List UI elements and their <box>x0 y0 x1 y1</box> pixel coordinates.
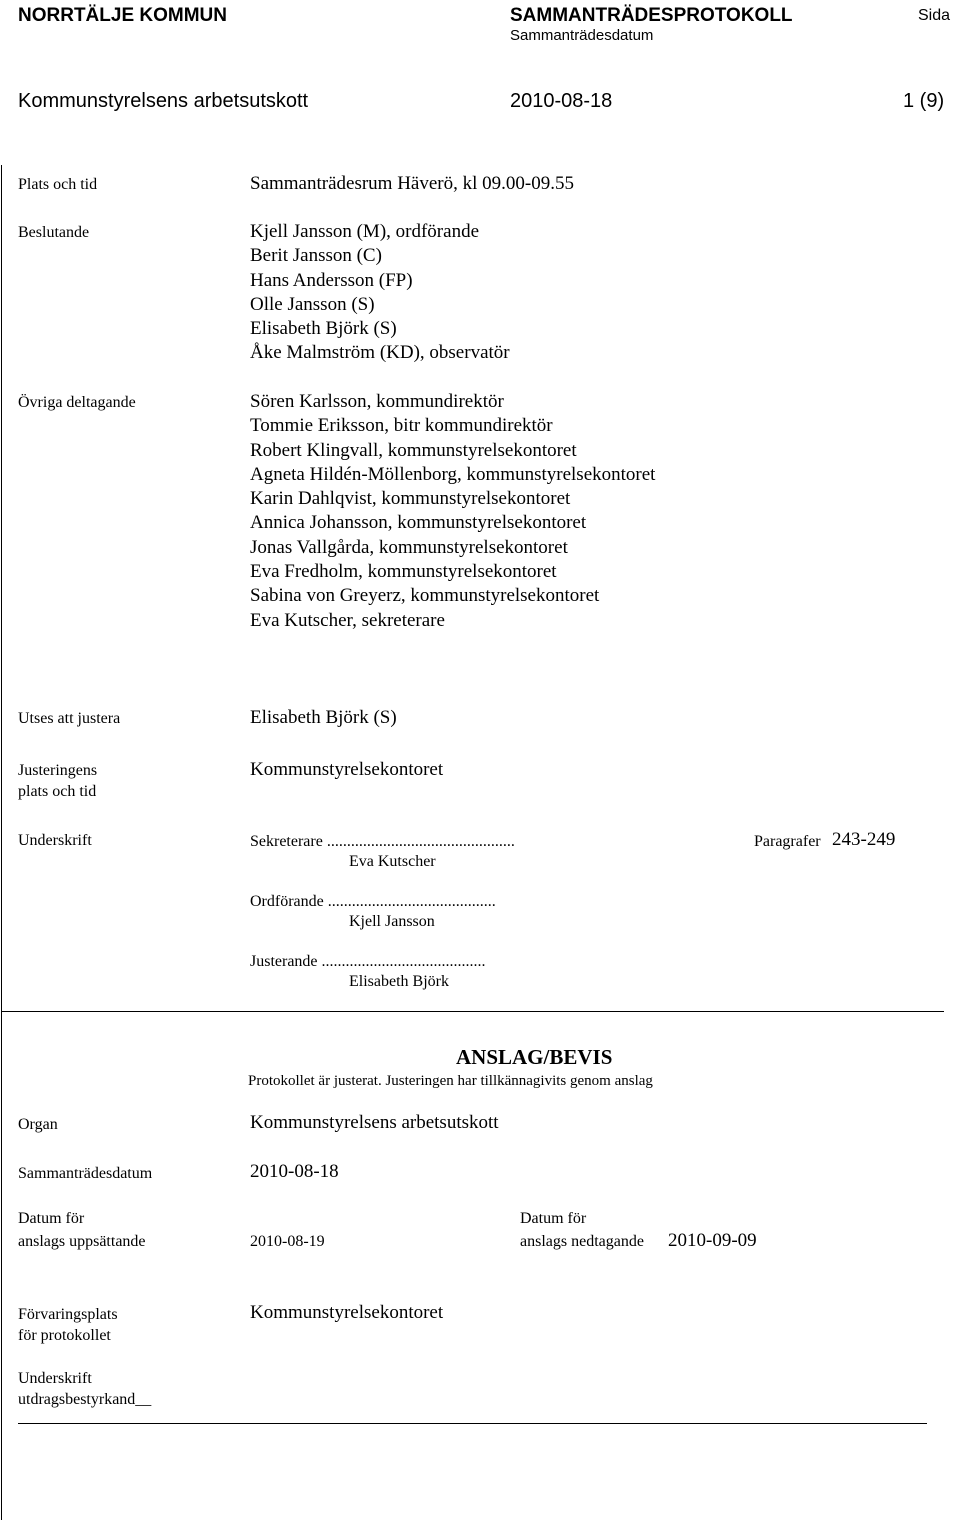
secretary-name: Eva Kutscher <box>349 853 436 870</box>
section-divider <box>1 1011 944 1012</box>
certify-label-line2: utdragsbestyrkand__ <box>18 1391 152 1408</box>
municipality-name: NORRTÄLJE KOMMUN <box>18 5 227 26</box>
posting-date-label-line2: anslags uppsättande <box>18 1233 146 1250</box>
removal-date-label-line1: Datum för <box>520 1210 587 1227</box>
organ-label: Organ <box>18 1116 58 1133</box>
organ-value: Kommunstyrelsens arbetsutskott <box>250 1112 499 1133</box>
notice-date-value: 2010-08-18 <box>250 1161 339 1182</box>
notice-title: ANSLAG/BEVIS <box>456 1045 613 1069</box>
storage-label-line1: Förvaringsplats <box>18 1306 118 1323</box>
notice-date-label: Sammanträdesdatum <box>18 1165 153 1182</box>
deciding-list <box>250 220 510 366</box>
paragraphs-label: Paragrafer <box>754 833 821 850</box>
list-item: Olle Jansson (S) <box>250 293 375 315</box>
place-label: Plats och tid <box>18 176 98 193</box>
certify-label-line1: Underskrift <box>18 1370 92 1387</box>
committee-name: Kommunstyrelsens arbetsutskott <box>18 90 309 112</box>
page-label: Sida <box>918 7 951 24</box>
document-type: SAMMANTRÄDESPROTOKOLL <box>510 5 793 26</box>
others-list <box>250 390 655 633</box>
adjuster-signature-line: Justerande ......................................... <box>250 953 486 970</box>
paragraphs-value: 243-249 <box>832 829 896 850</box>
list-item: Agneta Hildén-Möllenborg, kommunstyrelsekontoret <box>250 463 656 485</box>
secretary-signature-line: Sekreterare ............................................... <box>250 833 515 850</box>
list-item: Hans Andersson (FP) <box>250 269 413 291</box>
list-item: Sabina von Greyerz, kommunstyrelsekontoret <box>250 585 600 607</box>
list-item: Sören Karlsson, kommundirektör <box>250 391 504 412</box>
adjust-place-label-line1: Justeringens <box>18 762 98 779</box>
place-value: Sammanträdesrum Häverö, kl 09.00-09.55 <box>250 173 574 194</box>
adjust-place-value: Kommunstyrelsekontoret <box>250 759 444 780</box>
signature-label: Underskrift <box>18 832 92 849</box>
list-item: Tommie Eriksson, bitr kommundirektör <box>250 415 553 437</box>
list-item: Kjell Jansson (M), ordförande <box>250 221 480 242</box>
removal-date-value: 2010-09-09 <box>668 1230 757 1251</box>
chair-name: Kjell Jansson <box>349 913 435 930</box>
chair-signature-line: Ordförande .......................................... <box>250 893 496 910</box>
appointed-adjuster-value: Elisabeth Björk (S) <box>250 707 397 728</box>
posting-date-label-line1: Datum för <box>18 1210 85 1227</box>
adjuster-name: Elisabeth Björk <box>349 973 449 990</box>
list-item: Robert Klingvall, kommunstyrelsekontoret <box>250 439 577 461</box>
list-item: Elisabeth Björk (S) <box>250 318 397 340</box>
left-border <box>1 165 2 1520</box>
list-item: Jonas Vallgårda, kommunstyrelsekontoret <box>250 536 568 558</box>
appointed-adjuster-label: Utses att justera <box>18 710 121 727</box>
notice-subtitle: Protokollet är justerat. Justeringen har tillkännagivits genom anslag <box>248 1073 653 1089</box>
posting-date-value: 2010-08-19 <box>250 1233 325 1250</box>
storage-label-line2: för protokollet <box>18 1327 111 1344</box>
list-item: Eva Fredholm, kommunstyrelsekontoret <box>250 561 557 583</box>
page-number: 1 (9) <box>903 90 945 112</box>
deciding-label: Beslutande <box>18 224 90 241</box>
removal-date-label-line2: anslags nedtagande <box>520 1233 644 1250</box>
list-item: Annica Johansson, kommunstyrelsekontoret <box>250 512 587 534</box>
list-item: Karin Dahlqvist, kommunstyrelsekontoret <box>250 488 571 510</box>
storage-value: Kommunstyrelsekontoret <box>250 1302 444 1323</box>
meeting-date: 2010-08-18 <box>510 90 613 112</box>
adjust-place-label-line2: plats och tid <box>18 783 97 800</box>
meeting-date-label: Sammanträdesdatum <box>510 27 654 44</box>
certify-signature-line <box>18 1423 927 1424</box>
list-item: Åke Malmström (KD), observatör <box>250 342 510 364</box>
list-item: Eva Kutscher, sekreterare <box>250 609 445 631</box>
others-label: Övriga deltagande <box>18 394 136 411</box>
list-item: Berit Jansson (C) <box>250 245 382 267</box>
